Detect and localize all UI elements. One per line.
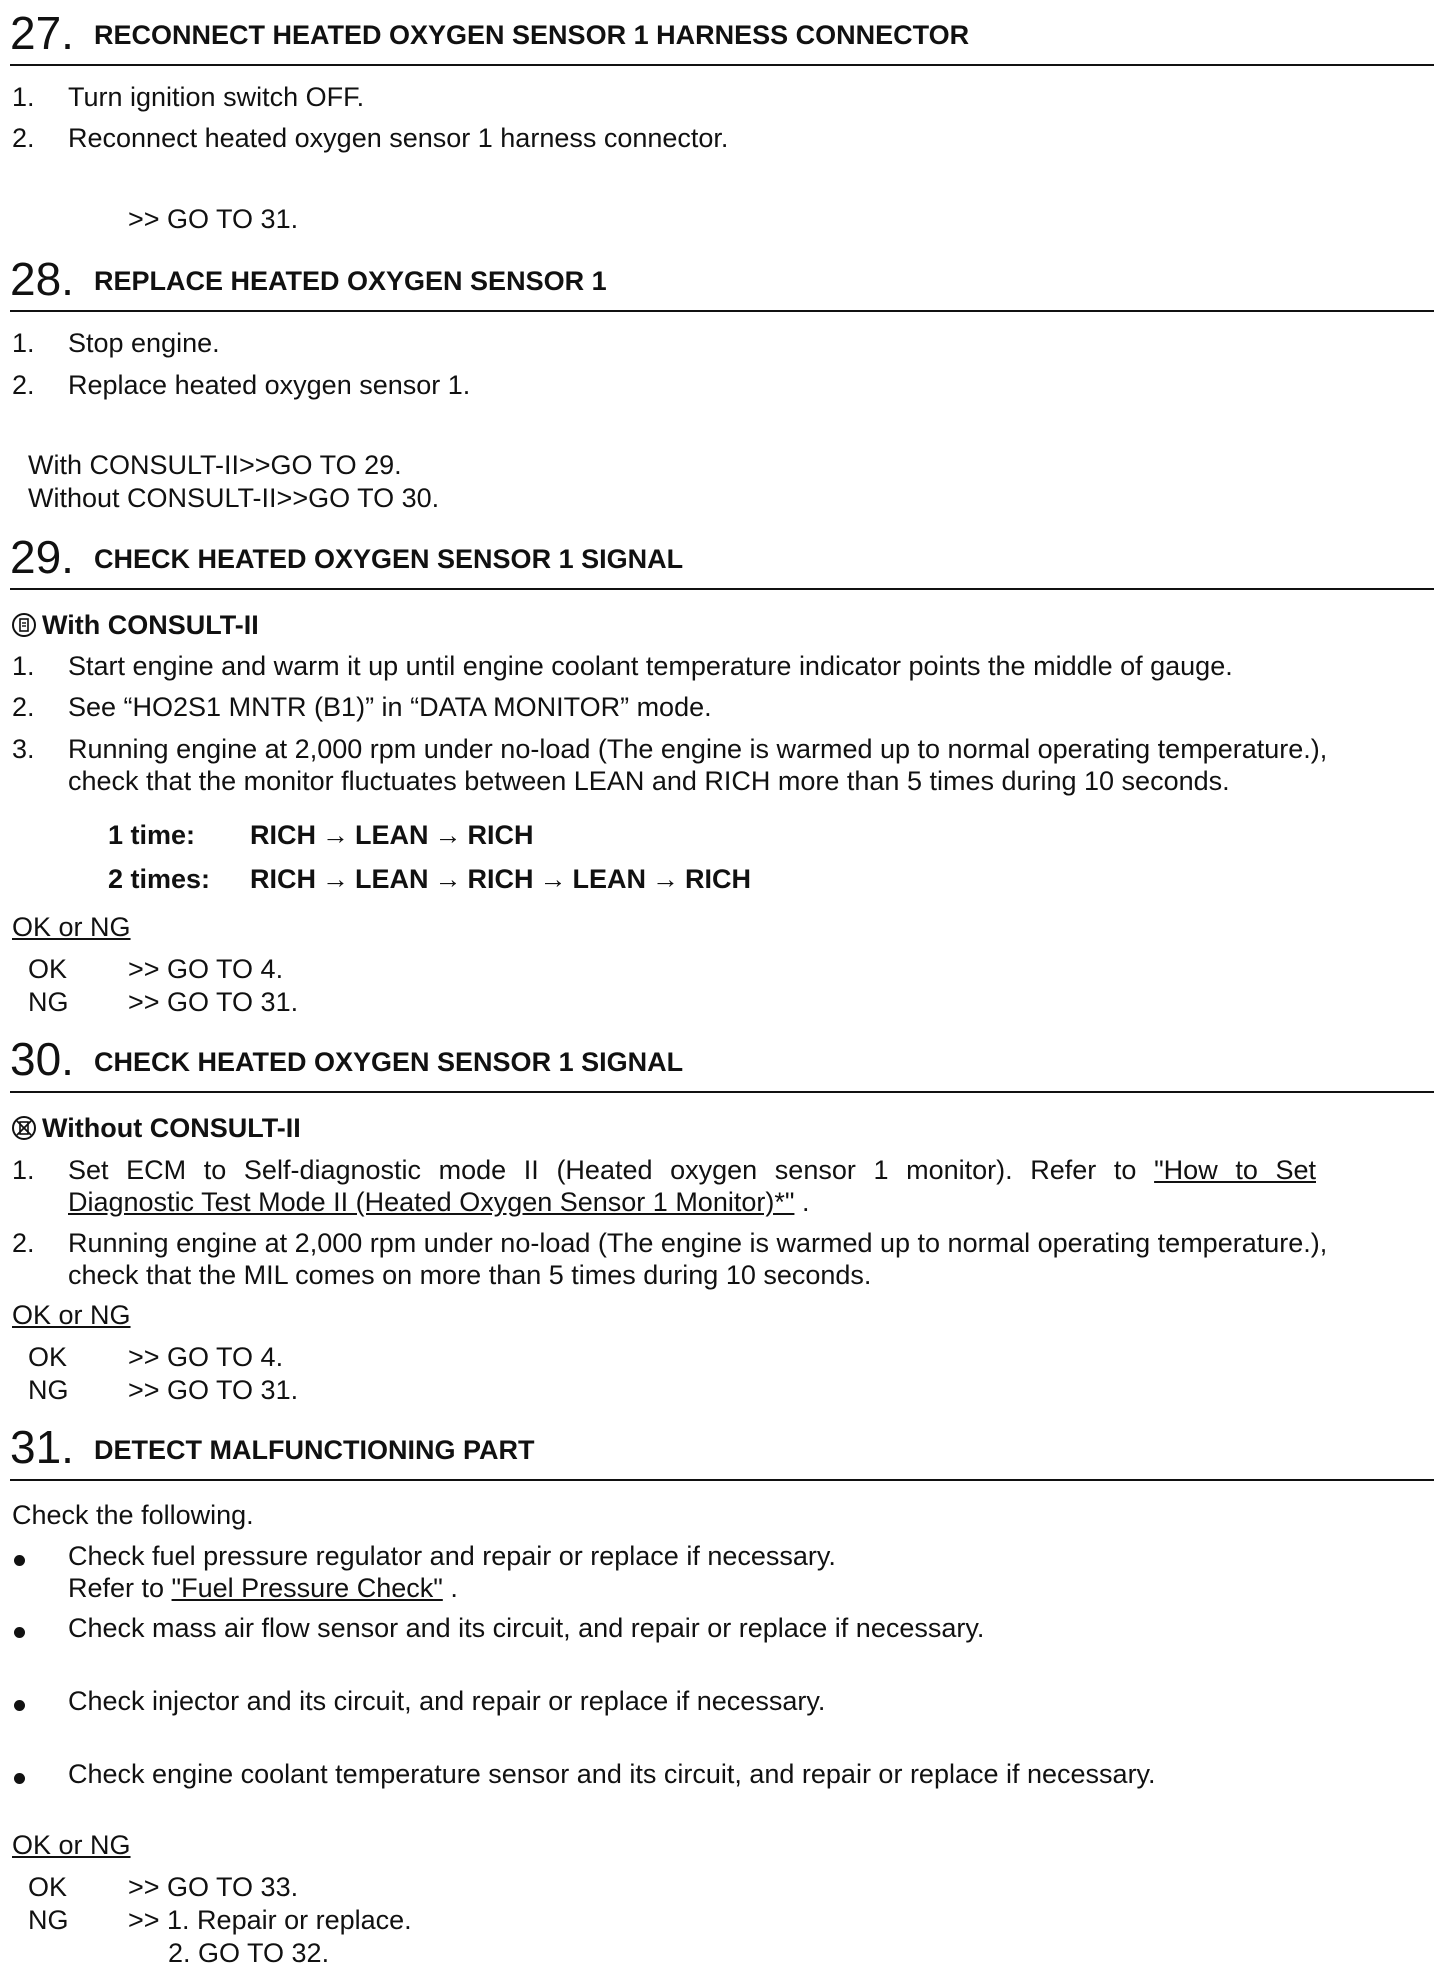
divider (10, 1091, 1434, 1093)
fuel-pressure-check-link[interactable]: "Fuel Pressure Check" (171, 1573, 443, 1603)
item-number: 2. (12, 1228, 35, 1258)
divider (10, 310, 1434, 312)
item-number: 1. (12, 651, 35, 681)
step-number: 29. (10, 531, 74, 583)
branch-without-consult: Without CONSULT-II>>GO TO 30. (28, 483, 440, 513)
mode-label: Without CONSULT-II (42, 1113, 301, 1143)
item-number: 2. (12, 370, 35, 400)
ok-ng-header: OK or NG (12, 912, 131, 942)
step-number: 31. (10, 1421, 74, 1473)
item-number: 1. (12, 82, 35, 112)
step-number: 30. (10, 1033, 74, 1085)
ng-action: >> GO TO 31. (128, 987, 299, 1017)
bullet-text-cont: Refer to "Fuel Pressure Check" . (68, 1573, 458, 1603)
goto-instruction: >> GO TO 31. (128, 204, 299, 234)
step-number: 27. (10, 7, 74, 59)
item-text-cont: check that the MIL comes on more than 5 times during 10 seconds. (68, 1260, 872, 1290)
ok-action: >> GO TO 33. (128, 1872, 299, 1902)
divider (10, 64, 1434, 66)
bullet-text: Check fuel pressure regulator and repair or replace if necessary. (68, 1541, 836, 1571)
item-text: Start engine and warm it up until engine coolant temperature indicator points the middle of gauge. (68, 651, 1233, 681)
item-text: Reconnect heated oxygen sensor 1 harness connector. (68, 123, 729, 153)
item-text: Stop engine. (68, 328, 220, 358)
item-text-cont: Diagnostic Test Mode II (Heated Oxygen Sensor 1 Monitor)*" . (68, 1187, 810, 1217)
item-number: 1. (12, 1155, 35, 1185)
item-number: 2. (12, 692, 35, 722)
step-title: REPLACE HEATED OXYGEN SENSOR 1 (94, 266, 607, 296)
bullet-icon (14, 1773, 25, 1784)
step-title: RECONNECT HEATED OXYGEN SENSOR 1 HARNESS CONNECTOR (94, 20, 970, 50)
no-consult-icon (12, 1116, 36, 1140)
item-number: 1. (12, 328, 35, 358)
bullet-icon (14, 1627, 25, 1638)
ok-action: >> GO TO 4. (128, 954, 284, 984)
item-text: Set ECM to Self-diagnostic mode II (Heated oxygen sensor 1 monitor). Refer to "How to Set (68, 1155, 1316, 1185)
step-title: CHECK HEATED OXYGEN SENSOR 1 SIGNAL (94, 544, 684, 574)
bullet-text: Check mass air flow sensor and its circuit, and repair or replace if necessary. (68, 1613, 985, 1643)
ng-label: NG (28, 987, 69, 1017)
bullet-text: Check injector and its circuit, and repair or replace if necessary. (68, 1686, 826, 1716)
fluctuation-sequence: RICH → LEAN → RICH → LEAN → RICH (250, 864, 751, 894)
ng-label: NG (28, 1375, 69, 1405)
intro-text: Check the following. (12, 1500, 254, 1530)
ng-label: NG (28, 1905, 69, 1935)
item-number: 2. (12, 123, 35, 153)
ok-label: OK (28, 1342, 68, 1372)
ok-action: >> GO TO 4. (128, 1342, 284, 1372)
item-text: See “HO2S1 MNTR (B1)” in “DATA MONITOR” mode. (68, 692, 712, 722)
consult-icon (12, 613, 36, 637)
ok-label: OK (28, 1872, 68, 1902)
ok-ng-header: OK or NG (12, 1300, 131, 1330)
step-number: 28. (10, 253, 74, 305)
fluctuation-sequence: RICH → LEAN → RICH (250, 820, 534, 850)
step-title: CHECK HEATED OXYGEN SENSOR 1 SIGNAL (94, 1047, 684, 1077)
times-label: 2 times: (108, 864, 211, 894)
bullet-text: Check engine coolant temperature sensor and its circuit, and repair or replace if necessary. (68, 1759, 1156, 1789)
mode-label: With CONSULT-II (42, 610, 259, 640)
item-text: Turn ignition switch OFF. (68, 82, 365, 112)
times-label: 1 time: (108, 820, 196, 850)
item-text: Running engine at 2,000 rpm under no-load (The engine is warmed up to normal operating temperature.), (68, 1228, 1328, 1258)
ng-action-cont: 2. GO TO 32. (168, 1938, 330, 1968)
divider (10, 588, 1434, 590)
how-to-set-link[interactable]: "How to Set (1154, 1155, 1316, 1185)
item-text-cont: check that the monitor fluctuates between LEAN and RICH more than 5 times during 10 seconds. (68, 766, 1230, 796)
ok-label: OK (28, 954, 68, 984)
step-title: DETECT MALFUNCTIONING PART (94, 1435, 535, 1465)
diagnostic-test-mode-link[interactable]: Diagnostic Test Mode II (Heated Oxygen Sensor 1 Monitor)*" (68, 1187, 795, 1217)
branch-with-consult: With CONSULT-II>>GO TO 29. (28, 450, 402, 480)
ok-ng-header: OK or NG (12, 1830, 131, 1860)
ng-action: >> 1. Repair or replace. (128, 1905, 412, 1935)
item-text: Running engine at 2,000 rpm under no-load (The engine is warmed up to normal operating temperature.), (68, 734, 1328, 764)
item-text: Replace heated oxygen sensor 1. (68, 370, 471, 400)
divider (10, 1479, 1434, 1481)
bullet-icon (14, 1700, 25, 1711)
bullet-icon (14, 1555, 25, 1566)
item-number: 3. (12, 734, 35, 764)
ng-action: >> GO TO 31. (128, 1375, 299, 1405)
